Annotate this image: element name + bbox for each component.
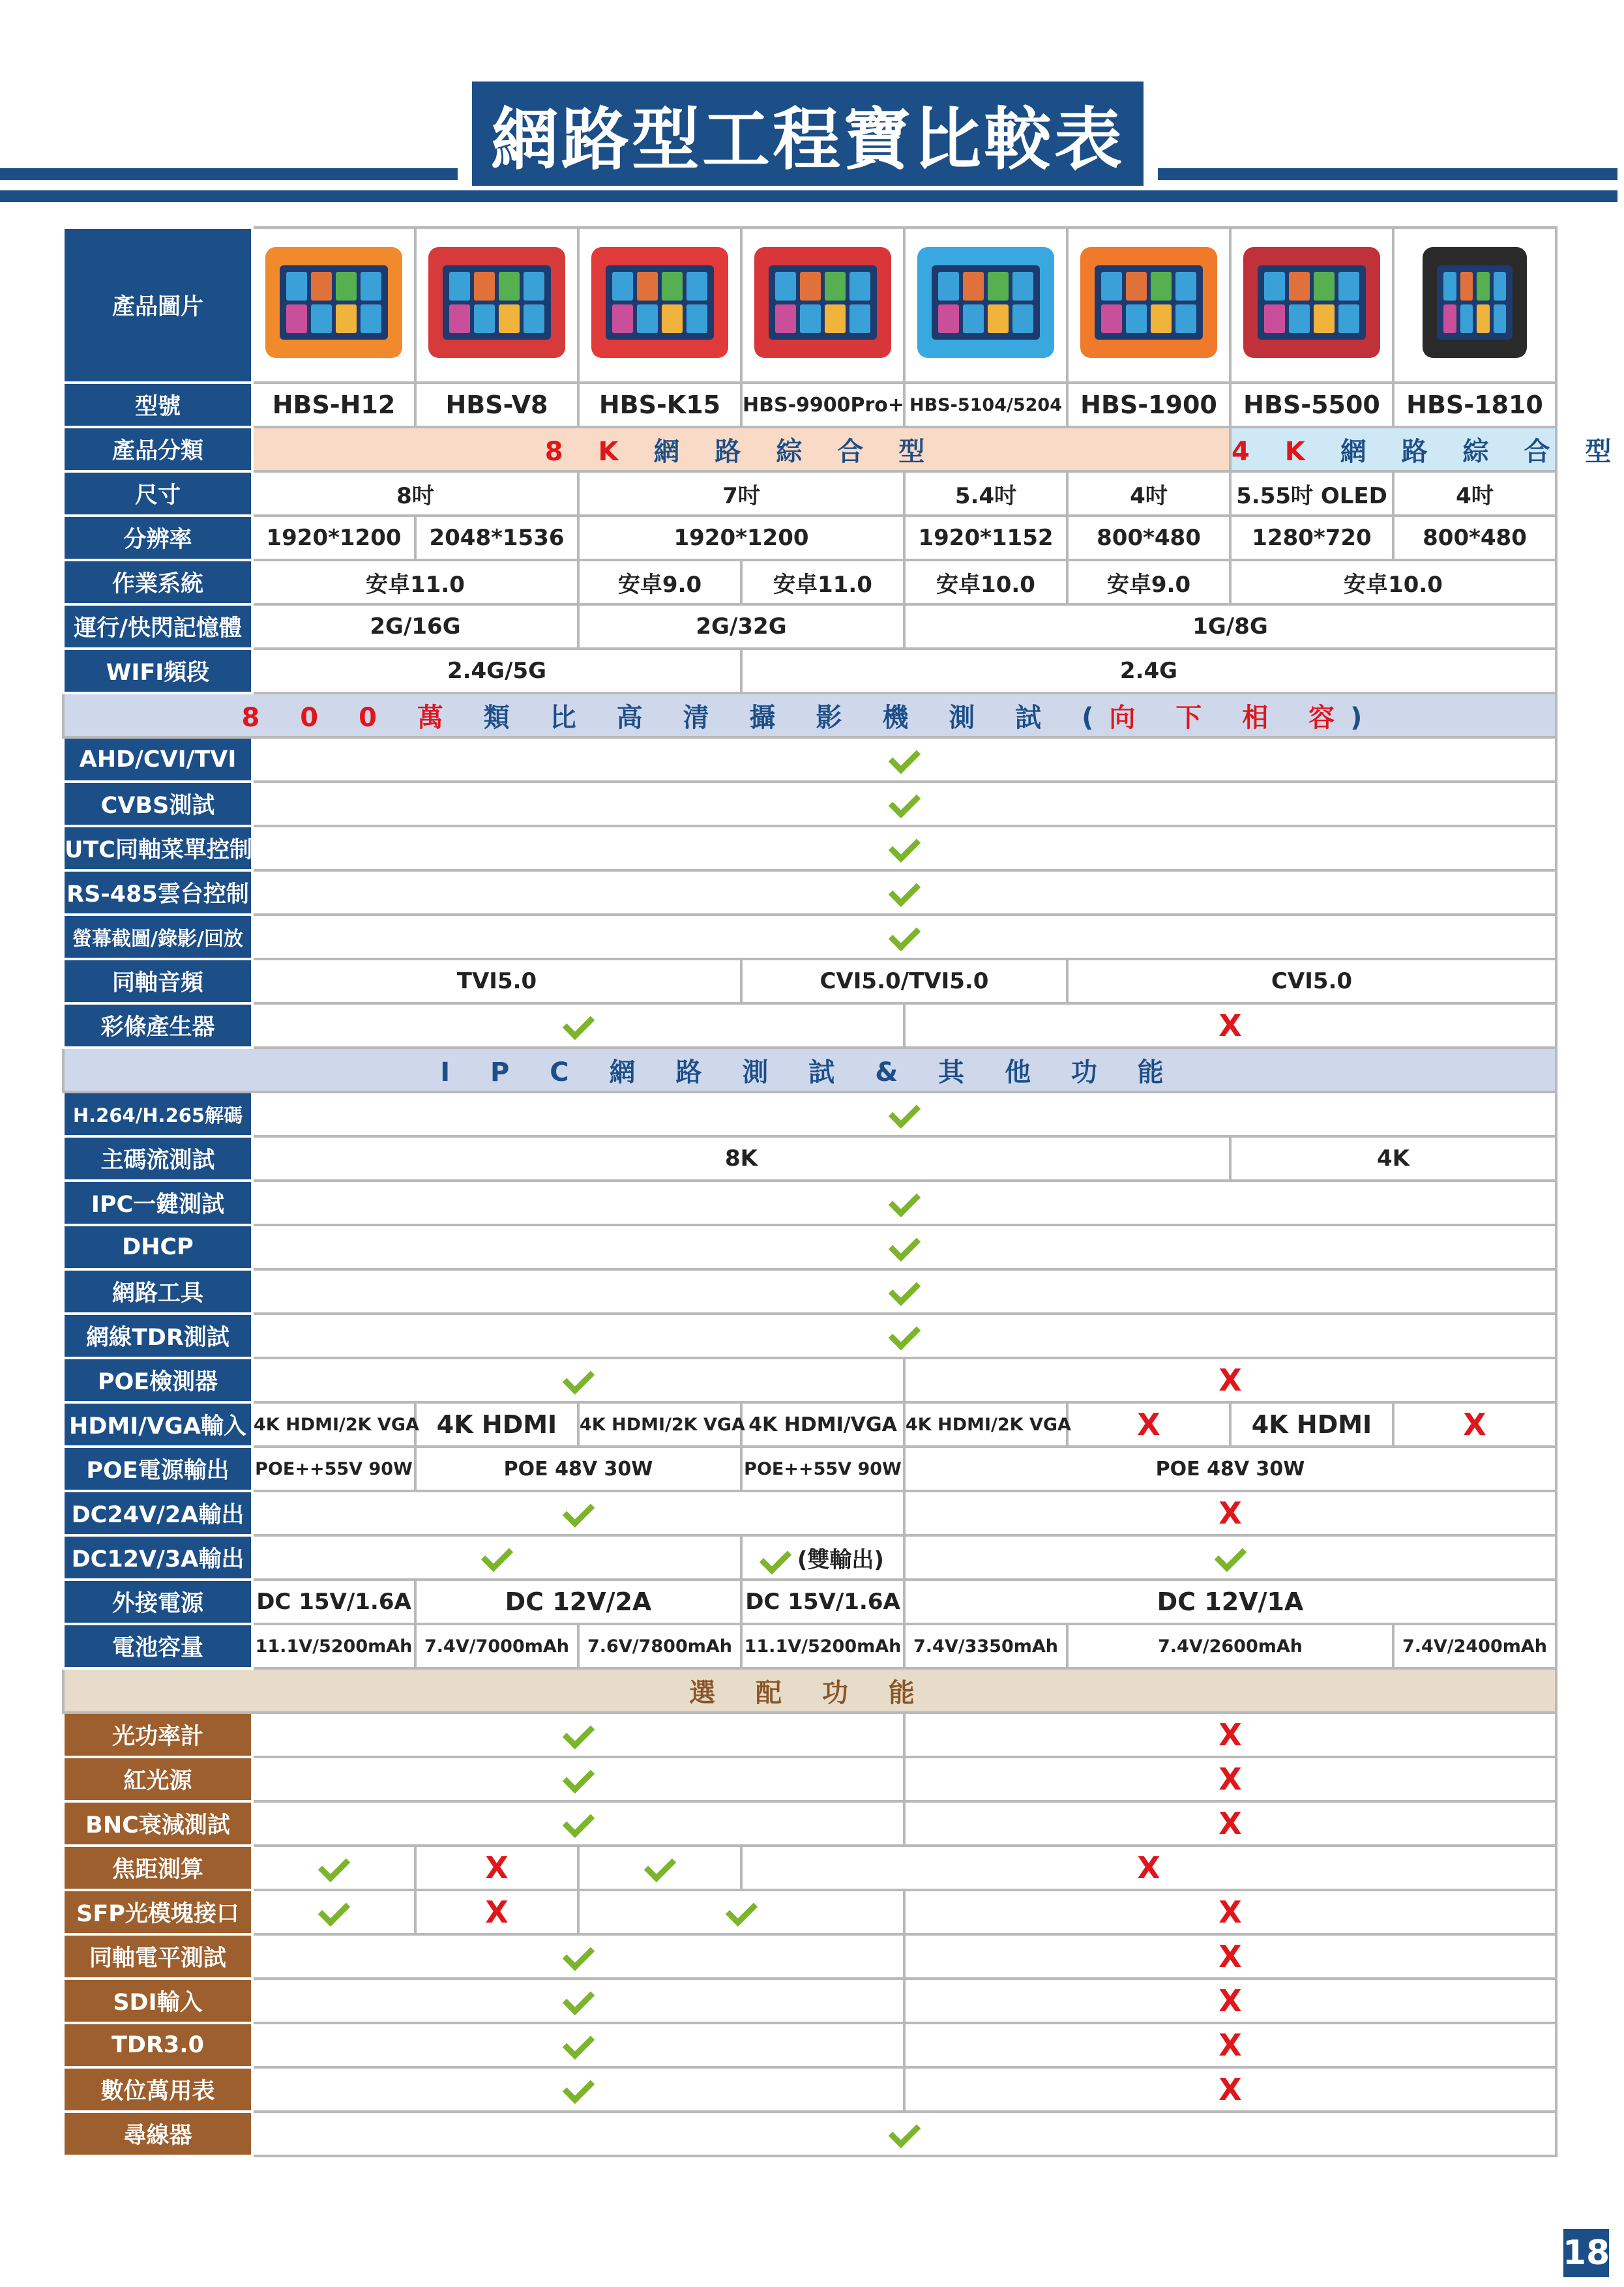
os-cell: 安卓11.0 (741, 560, 904, 604)
check-icon (888, 2116, 920, 2148)
table-row-ext-power (63, 1580, 1556, 1624)
check-cell (252, 1757, 904, 1801)
cross-icon: X (1218, 1806, 1242, 1841)
resolution-cell: 1280*720 (1230, 516, 1393, 560)
battery-cell: 7.4V/7000mAh (415, 1624, 578, 1668)
check-icon (562, 1939, 594, 1971)
row-label: 光功率計 (63, 1713, 252, 1757)
table-row-size (63, 471, 1556, 516)
check-cell (252, 1846, 415, 1890)
product-image-hbs-5500 (1230, 228, 1393, 383)
row-label: 彩條產生器 (63, 1003, 252, 1048)
table-row-images (63, 228, 1556, 383)
table-row-cvbs (63, 782, 1556, 826)
battery-cell: 7.4V/3350mAh (904, 1624, 1067, 1668)
check-cell (252, 1713, 904, 1757)
ram-cell: 2G/16G (252, 604, 578, 649)
resolution-cell: 1920*1200 (252, 516, 415, 560)
check-icon (888, 875, 920, 907)
row-label: SFP光模塊接口 (63, 1890, 252, 1934)
cross-cell (904, 1890, 1556, 1934)
cross-icon: X (485, 1850, 509, 1885)
check-cell (252, 737, 1556, 782)
table-row-sfp (63, 1890, 1556, 1934)
check-icon (480, 1540, 512, 1572)
table-row-red-light (63, 1757, 1556, 1801)
cross-icon: X (1218, 1363, 1242, 1398)
check-cell (252, 782, 1556, 826)
table-row-tdr (63, 1314, 1556, 1358)
battery-cell: 7.6V/7800mAh (578, 1624, 741, 1668)
table-row-wifi (63, 649, 1556, 693)
check-icon (562, 1363, 594, 1394)
model-cell: HBS-H12 (252, 383, 415, 427)
hdmi-cell: 4K HDMI/2K VGA (252, 1402, 415, 1447)
row-label: 電池容量 (63, 1624, 252, 1668)
poe-out-cell: POE 48V 30W (415, 1447, 741, 1491)
check-icon (888, 1274, 920, 1306)
ram-cell: 2G/32G (578, 604, 904, 649)
size-cell: 5.4吋 (904, 471, 1067, 516)
check-icon (317, 1850, 349, 1882)
table-row-battery (63, 1624, 1556, 1668)
os-cell: 安卓10.0 (1230, 560, 1556, 604)
table-row-sdi (63, 1979, 1556, 2023)
cross-cell (904, 1979, 1556, 2023)
size-cell: 4吋 (1393, 471, 1556, 516)
wifi-cell: 2.4G/5G (252, 649, 741, 693)
check-cell (252, 1801, 904, 1846)
check-icon (1214, 1540, 1246, 1572)
row-label: TDR3.0 (63, 2023, 252, 2067)
cross-cell (904, 2067, 1556, 2112)
product-image-hbs-k15 (578, 228, 741, 383)
check-cell (252, 1314, 1556, 1358)
cross-icon: X (1137, 1850, 1160, 1885)
table-row-net-tools (63, 1269, 1556, 1314)
check-cell (252, 2023, 904, 2067)
cross-cell (741, 1846, 1556, 1890)
header-band-bottom (0, 190, 1617, 202)
ext-power-cell: DC 12V/2A (415, 1580, 741, 1624)
table-row-opm (63, 1713, 1556, 1757)
check-icon (888, 1230, 920, 1262)
mainstream-cell: 4K (1230, 1136, 1556, 1181)
row-label: POE檢測器 (63, 1358, 252, 1402)
size-cell: 4吋 (1067, 471, 1230, 516)
poe-out-cell: POE++55V 90W (252, 1447, 415, 1491)
model-cell: HBS-V8 (415, 383, 578, 427)
coax-audio-cell: CVI5.0 (1067, 959, 1556, 1003)
table-row-os (63, 560, 1556, 604)
product-image-hbs-9900pro (741, 228, 904, 383)
resolution-cell: 1920*1152 (904, 516, 1067, 560)
table-row-focal (63, 1846, 1556, 1890)
resolution-cell: 800*480 (1393, 516, 1556, 560)
size-cell: 8吋 (252, 471, 578, 516)
table-row-ram (63, 604, 1556, 649)
check-icon (888, 1318, 920, 1350)
category-4k-text: 網 路 綜 合 型 (1340, 436, 1624, 467)
hdmi-cell: 4K HDMI (415, 1402, 578, 1447)
row-label: IPC一鍵測試 (63, 1181, 252, 1225)
check-icon (562, 1806, 594, 1838)
category-8k-tag: 8 K (544, 436, 632, 467)
battery-cell: 11.1V/5200mAh (741, 1624, 904, 1668)
check-icon (562, 2072, 594, 2104)
page-number: 18 (1563, 2229, 1609, 2277)
row-label: SDI輸入 (63, 1979, 252, 2023)
section-header-optional (63, 1668, 1556, 1713)
row-label: 產品分類 (63, 427, 252, 471)
check-icon (562, 2028, 594, 2059)
check-icon (562, 1008, 594, 1040)
cross-cell (1067, 1402, 1230, 1447)
model-cell: HBS-1810 (1393, 383, 1556, 427)
resolution-cell: 2048*1536 (415, 516, 578, 560)
check-cell (252, 1269, 1556, 1314)
check-cell (252, 2067, 904, 2112)
table-row-utc (63, 826, 1556, 870)
table-row-poe-detector (63, 1358, 1556, 1402)
row-label: 尺寸 (63, 471, 252, 516)
table-row-snapshot (63, 915, 1556, 959)
model-cell: HBS-5104/5204 (904, 383, 1067, 427)
cross-cell (904, 1801, 1556, 1846)
check-cell (252, 1979, 904, 2023)
cross-icon: X (1218, 2072, 1242, 2107)
check-cell (252, 1890, 415, 1934)
check-icon (760, 1542, 791, 1574)
table-row-colorbar (63, 1003, 1556, 1048)
resolution-cell: 800*480 (1067, 516, 1230, 560)
check-icon (562, 1717, 594, 1749)
check-cell (252, 1358, 904, 1402)
wifi-cell: 2.4G (741, 649, 1556, 693)
page-title: 網路型工程寶比較表 (472, 81, 1144, 186)
battery-cell: 7.4V/2400mAh (1393, 1624, 1556, 1668)
category-4k-tag: 4 K (1232, 436, 1318, 467)
row-label: 分辨率 (63, 516, 252, 560)
check-cell (252, 915, 1556, 959)
resolution-cell: 1920*1200 (578, 516, 904, 560)
row-label: 網路工具 (63, 1269, 252, 1314)
product-image-hbs-v8 (415, 228, 578, 383)
table-row-ahd (63, 737, 1556, 782)
size-cell: 5.55吋 OLED (1230, 471, 1393, 516)
cross-icon: X (1218, 1895, 1242, 1930)
mainstream-cell: 8K (252, 1136, 1230, 1181)
hdmi-cell: 4K HDMI/VGA (741, 1402, 904, 1447)
section-header-ipc (63, 1048, 1556, 1092)
check-icon (562, 1762, 594, 1793)
os-cell: 安卓10.0 (904, 560, 1067, 604)
row-label: AHD/CVI/TVI (63, 737, 252, 782)
table-row-hdmi (63, 1402, 1556, 1447)
check-cell (904, 1535, 1556, 1580)
check-icon (888, 742, 920, 774)
table-row-poe-out (63, 1447, 1556, 1491)
row-label: 焦距測算 (63, 1846, 252, 1890)
category-8k-text: 網 路 綜 合 型 (653, 436, 938, 467)
table-row-mainstream (63, 1136, 1556, 1181)
check-cell (578, 1890, 904, 1934)
section-header-analog (63, 693, 1556, 737)
check-cell (252, 826, 1556, 870)
table-row-coax-level (63, 1934, 1556, 1979)
table-row-h264 (63, 1092, 1556, 1136)
check-cell (252, 870, 1556, 915)
section-title-ipc: I P C 網 路 測 試 & 其 他 功 能 (63, 1048, 1556, 1092)
model-cell: HBS-K15 (578, 383, 741, 427)
row-label: CVBS測試 (63, 782, 252, 826)
cross-cell (415, 1846, 578, 1890)
category-8k (252, 427, 1230, 471)
hdmi-cell: 4K HDMI (1230, 1402, 1393, 1447)
os-cell: 安卓11.0 (252, 560, 578, 604)
check-icon (888, 786, 920, 818)
row-label: 外接電源 (63, 1580, 252, 1624)
battery-cell: 7.4V/2600mAh (1067, 1624, 1393, 1668)
table-row-coax-audio (63, 959, 1556, 1003)
cross-icon: X (1218, 1717, 1242, 1752)
os-cell: 安卓9.0 (578, 560, 741, 604)
model-cell: HBS-1900 (1067, 383, 1230, 427)
check-cell (252, 1181, 1556, 1225)
product-image-hbs-5104 (904, 228, 1067, 383)
cross-cell (904, 1713, 1556, 1757)
cross-cell (415, 1890, 578, 1934)
table-row-tdr3 (63, 2023, 1556, 2067)
row-label: 尋線器 (63, 2112, 252, 2156)
check-icon (888, 1185, 920, 1217)
row-label: 螢幕截圖/錄影/回放 (63, 915, 252, 959)
row-label: 作業系統 (63, 560, 252, 604)
row-label: BNC衰減測試 (63, 1801, 252, 1846)
cross-cell (904, 1757, 1556, 1801)
cross-icon: X (1137, 1407, 1160, 1442)
row-label: DC24V/2A輸出 (63, 1491, 252, 1535)
check-cell (252, 1535, 741, 1580)
model-cell: HBS-5500 (1230, 383, 1393, 427)
check-icon (888, 831, 920, 863)
ext-power-cell: DC 15V/1.6A (741, 1580, 904, 1624)
cross-icon: X (1218, 2028, 1242, 2063)
row-label: RS-485雲台控制 (63, 870, 252, 915)
row-label: 同軸電平測試 (63, 1934, 252, 1979)
cross-cell (904, 1934, 1556, 1979)
table-row-category (63, 427, 1556, 471)
row-label: 數位萬用表 (63, 2067, 252, 2112)
row-label: DHCP (63, 1225, 252, 1269)
table-row-multimeter (63, 2067, 1556, 2112)
check-icon (643, 1850, 675, 1882)
cross-icon: X (1218, 1008, 1242, 1043)
check-icon (317, 1895, 349, 1926)
model-cell: HBS-9900Pro+ (741, 383, 904, 427)
poe-out-cell: POE 48V 30W (904, 1447, 1556, 1491)
cross-icon: X (1218, 1983, 1242, 2018)
cross-cell (904, 1003, 1556, 1048)
hdmi-cell: 4K HDMI/2K VGA (904, 1402, 1067, 1447)
check-icon (725, 1895, 757, 1926)
table-row-rs485 (63, 870, 1556, 915)
product-image-hbs-h12 (252, 228, 415, 383)
table-row-tracer (63, 2112, 1556, 2156)
row-label: H.264/H.265解碼 (63, 1092, 252, 1136)
check-icon (562, 1983, 594, 2015)
check-cell (578, 1846, 741, 1890)
cross-cell (904, 1358, 1556, 1402)
check-cell (741, 1535, 904, 1580)
table-row-model (63, 383, 1556, 427)
check-cell (252, 1225, 1556, 1269)
cross-icon: X (1218, 1939, 1242, 1974)
table-row-dc12 (63, 1535, 1556, 1580)
check-cell (252, 1491, 904, 1535)
cross-cell (904, 2023, 1556, 2067)
cross-icon: X (1463, 1407, 1486, 1442)
product-image-hbs-1810 (1393, 228, 1556, 383)
coax-audio-cell: CVI5.0/TVI5.0 (741, 959, 1067, 1003)
table-row-ipc-one (63, 1181, 1556, 1225)
cross-cell (904, 1491, 1556, 1535)
os-cell: 安卓9.0 (1067, 560, 1230, 604)
check-cell (252, 1003, 904, 1048)
row-label: UTC同軸菜單控制 (63, 826, 252, 870)
category-4k (1230, 427, 1624, 471)
row-label: 紅光源 (63, 1757, 252, 1801)
table-row-dhcp (63, 1225, 1556, 1269)
row-label: 同軸音頻 (63, 959, 252, 1003)
check-cell (252, 1934, 904, 1979)
table-row-dc24 (63, 1491, 1556, 1535)
row-label: DC12V/3A輸出 (63, 1535, 252, 1580)
row-label: 主碼流測試 (63, 1136, 252, 1181)
row-label: 運行/快閃記憶體 (63, 604, 252, 649)
check-cell (252, 1092, 1556, 1136)
ram-cell: 1G/8G (904, 604, 1556, 649)
size-cell: 7吋 (578, 471, 904, 516)
row-label: 型號 (63, 383, 252, 427)
cross-icon: X (485, 1895, 509, 1930)
row-label: HDMI/VGA輸入 (63, 1402, 252, 1447)
check-cell (252, 2112, 1556, 2156)
dual-output-note: (雙輸出) (797, 1546, 884, 1573)
table-row-bnc (63, 1801, 1556, 1846)
row-label: POE電源輸出 (63, 1447, 252, 1491)
cross-icon: X (1218, 1762, 1242, 1797)
hdmi-cell: 4K HDMI/2K VGA (578, 1402, 741, 1447)
row-label: 產品圖片 (63, 228, 252, 383)
ext-power-cell: DC 12V/1A (904, 1580, 1556, 1624)
cross-icon: X (1218, 1496, 1242, 1531)
row-label: WIFI頻段 (63, 649, 252, 693)
coax-audio-cell: TVI5.0 (252, 959, 741, 1003)
section-title-analog: 8 0 0 萬 類 比 高 清 攝 影 機 測 試 (向 下 相 容) (63, 693, 1556, 737)
cross-cell (1393, 1402, 1556, 1447)
check-icon (562, 1496, 594, 1527)
ext-power-cell: DC 15V/1.6A (252, 1580, 415, 1624)
battery-cell: 11.1V/5200mAh (252, 1624, 415, 1668)
row-label: 網線TDR測試 (63, 1314, 252, 1358)
product-image-hbs-1900 (1067, 228, 1230, 383)
section-title-optional: 選 配 功 能 (63, 1668, 1556, 1713)
poe-out-cell: POE++55V 90W (741, 1447, 904, 1491)
check-icon (888, 1097, 920, 1129)
check-icon (888, 919, 920, 951)
comparison-table (62, 226, 1624, 2157)
table-row-resolution (63, 516, 1556, 560)
